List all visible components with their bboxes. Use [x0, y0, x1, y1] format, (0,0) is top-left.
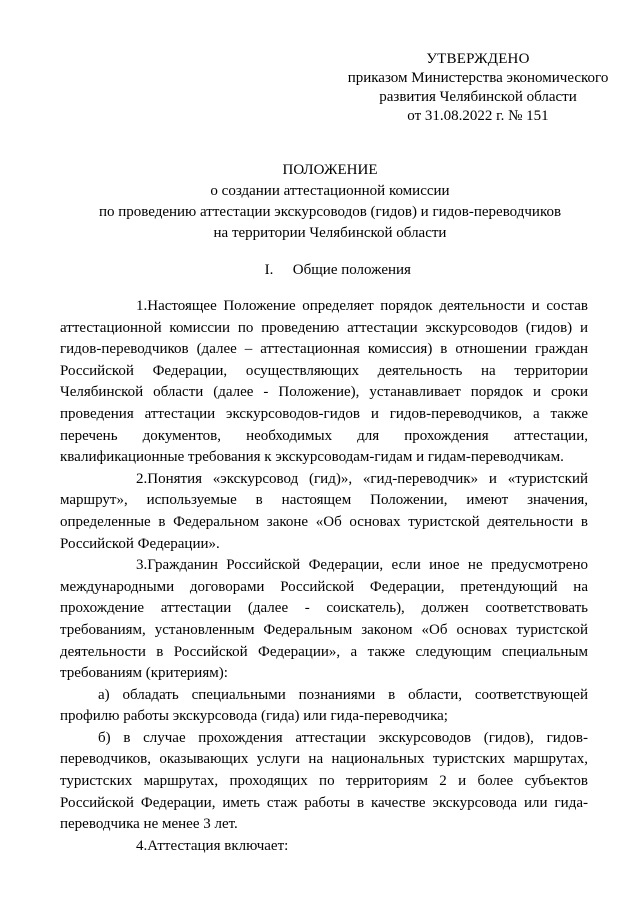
paragraph-number: 2.: [136, 470, 148, 487]
approval-heading: УТВЕРЖДЕНО: [426, 51, 530, 67]
title-line-4: на территории Челябинской области: [213, 225, 447, 241]
paragraph-number: 4.: [136, 837, 148, 854]
paragraph-text: Понятия «экскурсовод (гид)», «гид-переводчик» и «туристский маршрут», используемые в настоящем Положении, имеют значения, определенные в Федеральном законе «Об основах туристской деятельности в Российской Федерации».: [60, 470, 588, 552]
section-number: I.: [264, 262, 274, 278]
document-body: [60, 296, 588, 857]
document-title: [40, 160, 620, 244]
approval-line-3: от 31.08.2022 г. № 151: [407, 108, 549, 124]
paragraph: [60, 728, 588, 836]
approval-line-2: развития Челябинской области: [379, 89, 577, 105]
approval-stamp: [336, 50, 620, 126]
title-line-2: о создании аттестационной комиссии: [210, 183, 450, 199]
title-line-3: по проведению аттестации экскурсоводов (гидов) и гидов-переводчиков: [98, 204, 562, 220]
paragraph-number: 1.: [136, 298, 148, 314]
paragraph: [60, 296, 588, 469]
approval-line-1: приказом Министерства экономического: [347, 70, 609, 86]
paragraph-text: Настоящее Положение определяет порядок деятельности и состав аттестационной комиссии по проведению аттестации экскурсоводов (гидов) и гидов-переводчиков (далее – аттестационная комиссия) в отношении граждан Российской Федерации, осуществляющих деятельность на территории Челябинской области (далее - Положение), устанавливает порядок и сроки проведения аттестации экскурсоводов-гидов и гидов-переводчиков, а также перечень документов, необходимых для прохождения аттестации, квалификационные требования к экскурсоводам-гидам и гидам-переводчикам.: [60, 298, 588, 466]
paragraph-text: Гражданин Российской Федерации, если иное не предусмотрено международными договорами Российской Федерации, претендующий на прохождение аттестации (далее - соискатель), должен соответствовать требованиям, установленным Федеральным законом «Об основах туристской деятельности в Российской Федерации», а также следующим специальным требованиям (критериям):: [60, 557, 588, 682]
paragraph-text: б) в случае прохождения аттестации экскурсоводов (гидов), гидов-переводчиков, оказывающих услуги на национальных туристских маршрутах, туристских маршрутах, проходящих по территориям 2 и более субъектов Российской Федерации, иметь стаж работы в качестве экскурсовода или гида-переводчика не менее 3 лет.: [60, 729, 588, 833]
paragraph: [60, 685, 588, 728]
section-title: Общие положения: [292, 262, 411, 278]
paragraph: [60, 469, 588, 555]
title-line-1: ПОЛОЖЕНИЕ: [282, 162, 378, 178]
paragraph: [60, 836, 588, 858]
paragraph: [60, 555, 588, 685]
paragraph-number: 3.: [136, 557, 148, 574]
paragraph-text: а) обладать специальными познаниями в области, соответствующей профилю работы экскурсовода (гида) или гида-переводчика;: [60, 686, 588, 725]
paragraph-text: Аттестация включает:: [147, 837, 289, 854]
section-heading: [40, 260, 620, 280]
